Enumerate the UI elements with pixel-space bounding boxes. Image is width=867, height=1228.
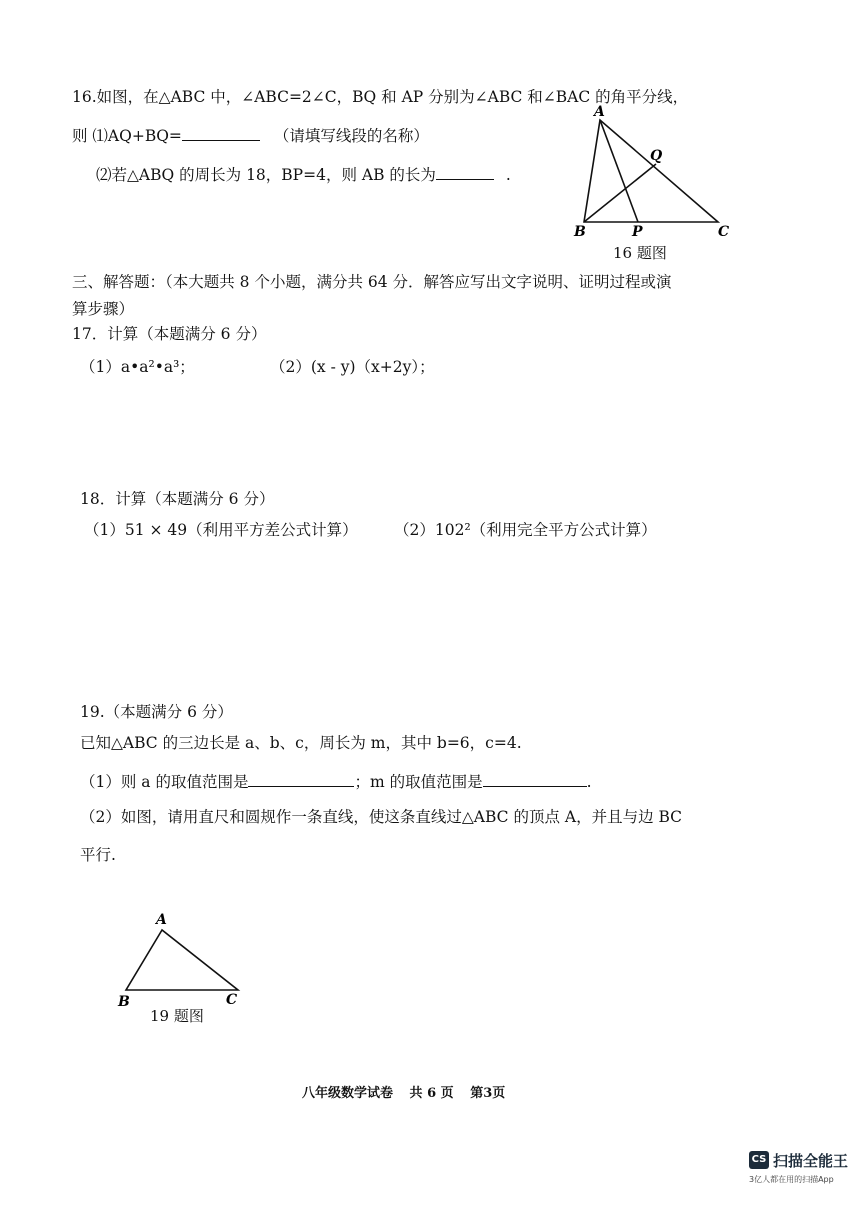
scanner-app-name: 扫描全能王 xyxy=(773,1152,849,1170)
q17-part1: （1）a•a²•a³； xyxy=(80,358,195,376)
q19-part1 xyxy=(80,772,592,792)
q19-title: 19.（本题满分 6 分） xyxy=(80,703,233,721)
scanner-tagline: 3亿人都在用的扫描App xyxy=(749,1175,834,1184)
page-footer xyxy=(302,1082,517,1101)
q19-figure xyxy=(110,908,260,1013)
q16-label-b: B xyxy=(574,224,586,240)
q19-part2-cont: 平行. xyxy=(80,846,116,864)
q18-part1: （1）51 × 49（利用平方差公式计算） xyxy=(84,521,358,539)
q19-part2: （2）如图，请用直尺和圆规作一条直线，使这条直线过△ABC 的顶点 A，并且与边 BC xyxy=(80,808,683,826)
q18-part2: （2）102²（利用完全平方公式计算） xyxy=(394,521,657,539)
q16-stem: 16.如图，在△ABC 中，∠ABC=2∠C，BQ 和 AP 分别为∠ABC 和∠BAC 的角平分线， xyxy=(72,88,689,106)
q19-part1-mid: ；m 的取值范围是 xyxy=(354,773,483,791)
footer-exam-name: 八年级数学试卷 xyxy=(302,1086,394,1101)
q19-part1-prefix: （1）则 a 的取值范围是 xyxy=(80,773,249,791)
q16-part2-prefix: ⑵若△ABQ 的周长为 18，BP=4，则 AB 的长为 xyxy=(96,166,436,184)
q17-part2: （2）(x - y)（x+2y）； xyxy=(270,358,435,376)
q16-figure xyxy=(560,100,750,240)
q16-label-p: P xyxy=(632,224,643,240)
q19-label-b: B xyxy=(118,994,130,1010)
q19-triangle xyxy=(126,930,238,990)
section3-heading-cont: 算步骤） xyxy=(72,300,135,318)
section3-heading: 三、解答题：（本大题共 8 个小题，满分共 64 分．解答应写出文字说明、证明过程或演 xyxy=(72,273,672,291)
q16-part1-blank[interactable] xyxy=(182,126,260,141)
q16-part1 xyxy=(72,126,429,146)
q16-part1-suffix: （请填写线段的名称） xyxy=(273,127,429,145)
q16-label-c: C xyxy=(718,224,730,240)
q16-part1-prefix: 则 ⑴AQ+BQ= xyxy=(72,127,182,145)
scanner-logo-icon: CS xyxy=(749,1151,769,1169)
q19-stem: 已知△ABC 的三边长是 a、b、c，周长为 m，其中 b=6，c=4. xyxy=(80,734,522,752)
q19-part1-suffix: . xyxy=(586,773,592,791)
q17-title: 17．计算（本题满分 6 分） xyxy=(72,325,267,343)
q16-label-a: A xyxy=(594,104,605,120)
q19-a-range-blank[interactable] xyxy=(248,772,354,787)
q16-caption: 16 题图 xyxy=(613,244,667,262)
footer-page-number: 第3页 xyxy=(470,1086,506,1101)
q16-label-q: Q xyxy=(650,148,663,164)
q16-part2 xyxy=(96,165,511,185)
q19-m-range-blank[interactable] xyxy=(483,772,587,787)
q16-part2-blank[interactable] xyxy=(436,165,494,180)
q19-label-c: C xyxy=(226,992,238,1008)
q19-label-a: A xyxy=(156,912,167,928)
q16-part2-suffix: . xyxy=(505,166,511,184)
q19-caption: 19 题图 xyxy=(150,1007,204,1025)
q16-bisector-ap xyxy=(600,120,638,222)
footer-total-pages: 共 6 页 xyxy=(409,1086,454,1101)
q18-title: 18．计算（本题满分 6 分） xyxy=(80,490,275,508)
